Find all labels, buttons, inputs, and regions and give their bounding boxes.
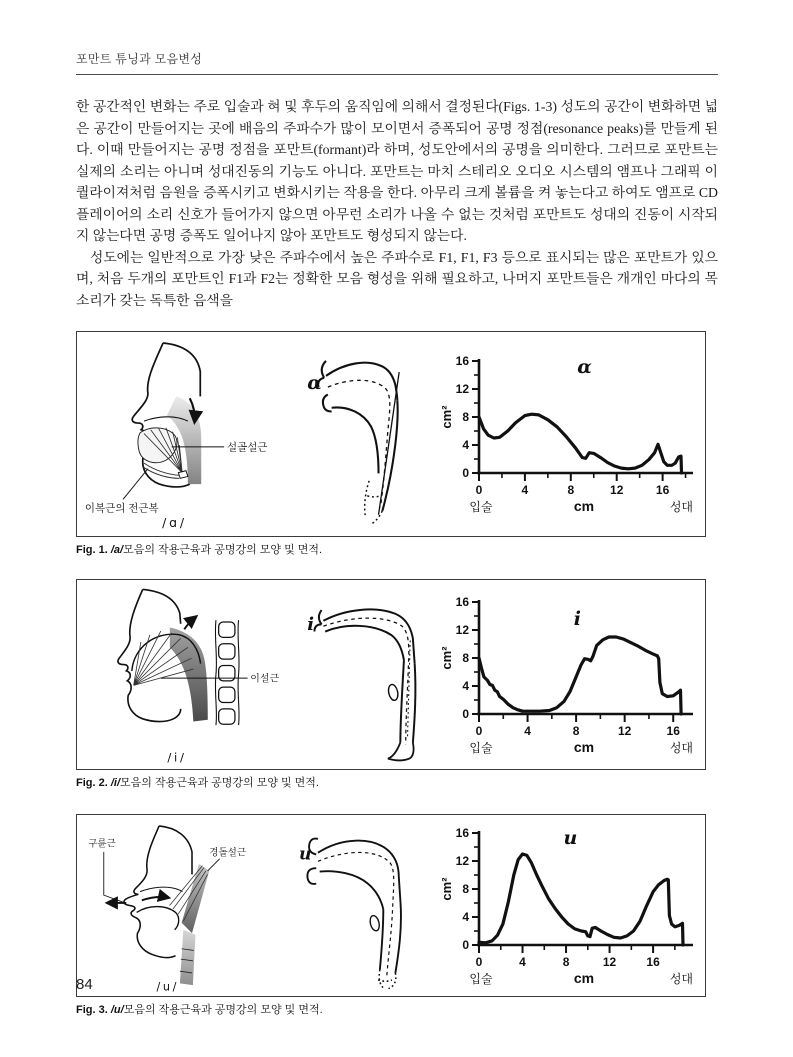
caption-label: Fig. 1. (76, 544, 108, 556)
x-axis-label: cm (573, 498, 595, 514)
larynx-outline (388, 743, 414, 761)
figure-3-caption (76, 1001, 718, 1017)
glottis-end-label: 성대 (669, 500, 693, 514)
x-tick-label: 4 (524, 723, 531, 738)
figure-2 (76, 579, 718, 790)
y-tick-label: 4 (462, 909, 469, 924)
pharynx-outline (382, 400, 397, 511)
y-tick-label: 4 (462, 438, 469, 452)
y-tick-label: 16 (455, 354, 469, 368)
palate-outline (326, 363, 397, 401)
caption-label: Fig. 2. (76, 777, 108, 789)
y-tick-label: 12 (455, 382, 469, 396)
x-tick-label: 16 (666, 723, 680, 738)
leader-line (104, 852, 123, 902)
tongue-outline (325, 626, 404, 660)
y-tick-label: 12 (455, 853, 469, 868)
y-tick-label: 0 (462, 937, 469, 952)
midline-dashed (327, 380, 389, 507)
figure-1 (76, 331, 718, 557)
running-head: 포만트 튜닝과 모음변성 (76, 50, 718, 75)
x-tick-label: 8 (562, 954, 570, 969)
figure-1-caption (76, 541, 718, 557)
face-profile-outline (118, 589, 181, 721)
hyoid-loop (368, 914, 380, 931)
x-tick-label: 0 (475, 483, 483, 497)
area-function-chart-u (439, 821, 699, 991)
caption-text: 모음의 작용근육과 공명강의 모양 및 면적. (120, 777, 319, 789)
chart-vowel-letter: u (563, 826, 578, 849)
figure-3 (76, 814, 718, 1017)
x-tick-label: 12 (617, 723, 632, 738)
area-function-chart-a (439, 349, 699, 519)
figure-2-caption (76, 774, 718, 790)
y-tick-label: 8 (462, 410, 469, 424)
area-function-curve (479, 637, 681, 714)
glottis-end-label: 성대 (669, 971, 693, 986)
caption-vowel: /a/ (110, 544, 124, 556)
y-tick-label: 0 (462, 706, 469, 721)
hyoid-loop (387, 684, 399, 702)
x-axis-label: cm (573, 738, 595, 755)
leader-line (208, 859, 220, 871)
phoneme-label: /ɑ/ (162, 514, 187, 530)
x-tick-label: 16 (646, 954, 660, 969)
chart-vowel-letter: i (573, 607, 581, 630)
area-function-chart-i (439, 590, 699, 760)
figure-3-box (76, 814, 706, 997)
lips-end-label: 입술 (469, 971, 493, 986)
caption-vowel: /u/ (110, 1004, 124, 1016)
x-tick-label: 0 (475, 954, 483, 969)
lips-end-label: 입술 (469, 500, 493, 514)
x-tick-label: 4 (521, 483, 529, 497)
tract-diagram-a (296, 340, 432, 528)
vertebra (219, 709, 235, 724)
x-tick-label: 4 (519, 954, 526, 969)
phoneme-label: /i/ (167, 750, 187, 765)
x-tick-label: 16 (655, 483, 670, 497)
caption-text: 모음의 작용근육과 공명강의 모양 및 면적. (123, 1004, 323, 1016)
palate-line (140, 887, 182, 892)
tongue-outline (331, 407, 378, 473)
y-axis-label: cm² (439, 645, 454, 670)
tract-letter: ɑ (306, 371, 322, 394)
muscle-label-digastric: 이복근의 전근복 (84, 503, 159, 515)
page-number: 84 (76, 976, 93, 993)
skull-outline (143, 589, 181, 623)
lower-lip-line (322, 395, 331, 412)
neck-shading (180, 930, 196, 985)
x-tick-label: 8 (567, 483, 575, 497)
figure-2-box (76, 579, 706, 770)
skull-outline (159, 826, 192, 874)
muscle-label-styloglossus: 경돌설근 (209, 847, 247, 859)
x-tick-label: 8 (572, 723, 580, 738)
head-diagram-a (83, 339, 288, 530)
paragraph-2: 성도에는 일반적으로 가장 낮은 주파수에서 높은 주파수로 F1, F1, F3 등으로 표시되는 많은 포만트가 있으며, 처음 두개의 포만트인 F1과 F2는 정확한 모음 형성을 위해 필요하고, 나머지 포만트들은 개개인 마다의 목소리가 갖는 독특한 음색을 (76, 249, 718, 308)
x-axis-label: cm (573, 969, 595, 986)
tract-diagram-i (300, 585, 430, 764)
tract-letter: u (298, 844, 312, 865)
vertebra (219, 644, 235, 659)
caption-label: Fig. 3. (76, 1004, 108, 1016)
lips-end-label: 입술 (469, 740, 493, 755)
body-text (76, 96, 718, 311)
muscle-label-hyoglossus: 설골설근 (226, 442, 268, 454)
tongue-outline (137, 907, 179, 930)
pharynx-shading (170, 627, 208, 721)
y-tick-label: 0 (462, 466, 469, 480)
glottis-end-label: 성대 (669, 740, 693, 755)
head-diagram-i (83, 584, 291, 765)
vertebra (219, 622, 235, 637)
y-tick-label: 4 (462, 678, 469, 693)
paragraph-1: 한 공간적인 변화는 주로 입술과 혀 및 후두의 움직임에 의해서 결정된다(Figs. 1-3) 성도의 공간이 변화하면 넓은 공간이 만들어지는 곳에 배음의 주파수가 많이 모이면서 증폭되어 공명 정점(resonance peaks)를 만들게 된다. 이때 만들어지는 공명 정점을 포만트(formant)라 하며, 성도안에서의 공명을 의미한다. 그러므로 포만트는 실제의 소리는 아니며 성대진동의 기능도 아니다. 포만트는 마치 스테리오 오디오 시스템의 앰프나 그래픽 이퀄라이져처럼 음원을 증폭시키고 변화시키는 작용을 한다. 아무리 크게 볼륨을 켜 놓는다고 하여도 앰프로 CD 플레이어의 소리 신호가 들어가지 않으면 아무런 소리가 나올 수 없는 것처럼 포만트도 성대의 진동이 시작되지 않는다면 공명 증폭도 일어나지 않아 포만트도 형성되지 않는다. (76, 99, 718, 243)
x-tick-label: 12 (602, 954, 617, 969)
caption-text: 모음의 작용근육과 공명강의 모양 및 면적. (123, 544, 323, 556)
chart-vowel-letter: ɑ (577, 355, 592, 378)
tract-letter: i (307, 613, 315, 635)
face-profile-outline (124, 826, 176, 958)
y-axis-label: cm² (439, 405, 454, 429)
upper-lip-line (314, 610, 321, 631)
head-diagram-u (83, 819, 269, 992)
y-tick-label: 8 (462, 881, 469, 896)
figure-1-box (76, 331, 706, 537)
y-tick-label: 16 (455, 825, 469, 840)
midline-dashed (323, 618, 408, 744)
vertebra (219, 687, 235, 702)
x-tick-label: 12 (610, 483, 624, 497)
leader-line (123, 468, 148, 499)
tongue-raise-arrow-icon (184, 617, 196, 630)
y-tick-label: 16 (455, 594, 469, 609)
hyoid-bone (178, 470, 188, 478)
caption-vowel: /i/ (110, 777, 121, 789)
tongue-outline (319, 871, 383, 909)
x-tick-label: 0 (475, 723, 483, 738)
phoneme-label: /u/ (156, 980, 180, 992)
area-function-curve (479, 414, 682, 473)
y-tick-label: 8 (462, 650, 469, 665)
area-function-curve (479, 854, 683, 945)
y-tick-label: 12 (455, 622, 469, 637)
skull-outline (163, 342, 200, 395)
tract-diagram-u (292, 820, 417, 992)
muscle-label-orbicularis-oris: 구륜근 (88, 838, 116, 850)
tongue-back-arrow-icon (142, 897, 169, 900)
y-axis-label: cm² (439, 876, 454, 901)
muscle-label-genioglossus: 이설근 (250, 673, 280, 685)
